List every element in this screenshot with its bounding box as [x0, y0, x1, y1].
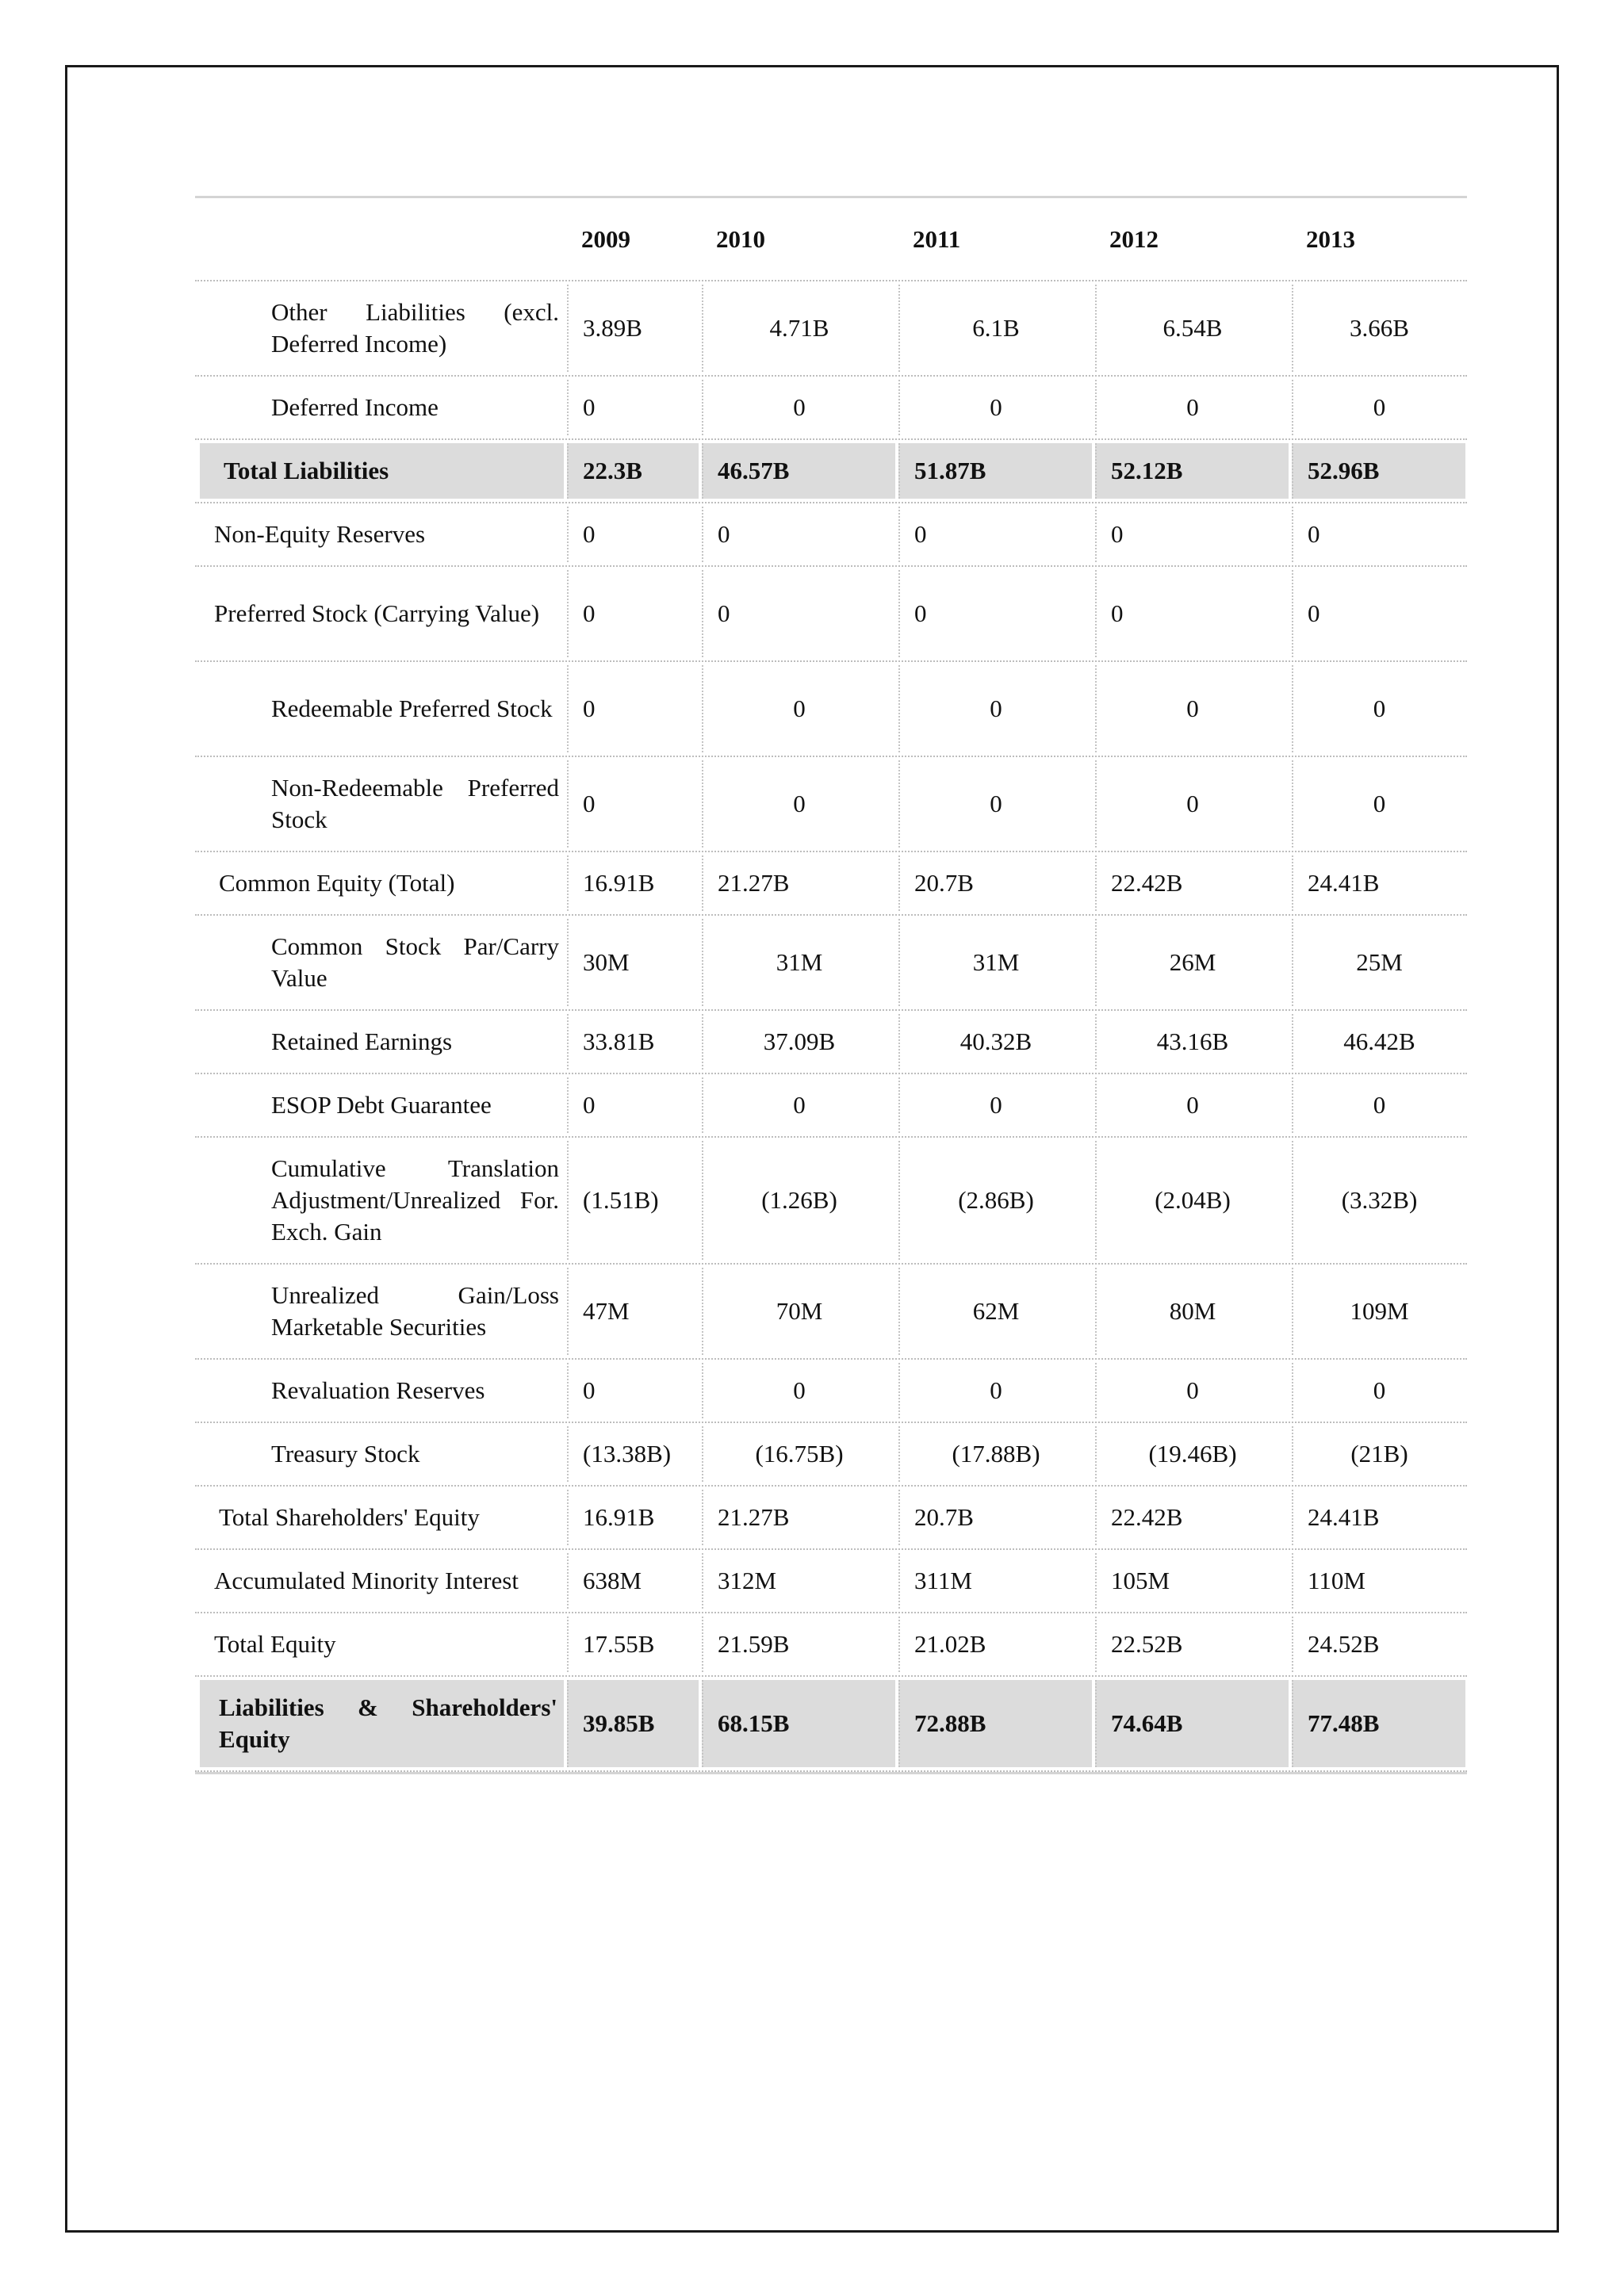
cell-value: 0: [898, 1077, 1092, 1133]
cell-value: (1.26B): [702, 1141, 895, 1260]
cell-value: 22.42B: [1095, 1490, 1289, 1545]
cell-value: 16.91B: [567, 855, 699, 911]
cell-value: (2.04B): [1095, 1141, 1289, 1260]
row-label: Common Stock Par/Carry Value: [271, 932, 559, 992]
cell-value: 17.55B: [567, 1617, 699, 1672]
cell-value: 0: [702, 507, 895, 562]
cell-value: 51.87B: [898, 443, 1092, 499]
row-label: Non-Redeemable Preferred Stock: [271, 774, 559, 833]
cell-value: 22.42B: [1095, 855, 1289, 911]
cell-value: 0: [1292, 1363, 1465, 1418]
table-row: [195, 757, 1467, 852]
cell-value: 0: [1292, 507, 1465, 562]
row-label: Cumulative Translation Adjustment/Unrealized For. Exch. Gain: [271, 1154, 559, 1246]
table-row: [195, 1550, 1467, 1613]
cell-value: 4.71B: [702, 285, 895, 372]
table-row: [195, 1138, 1467, 1265]
cell-value: 37.09B: [702, 1014, 895, 1070]
row-label: ESOP Debt Guarantee: [271, 1091, 492, 1119]
cell-value: 52.12B: [1095, 443, 1289, 499]
cell-value: 3.89B: [567, 285, 699, 372]
row-label: Total Liabilities: [200, 443, 564, 499]
row-label: Unrealized Gain/Loss Marketable Securities: [271, 1281, 559, 1341]
cell-value: 311M: [898, 1553, 1092, 1609]
table-row: [195, 1423, 1467, 1487]
cell-value: (19.46B): [1095, 1426, 1289, 1482]
row-label: Total Shareholders' Equity: [219, 1503, 480, 1531]
cell-value: 0: [567, 665, 699, 752]
header-year: 2013: [1306, 224, 1355, 253]
row-label: Accumulated Minority Interest: [214, 1567, 519, 1594]
cell-value: 43.16B: [1095, 1014, 1289, 1070]
table-row: [195, 662, 1467, 757]
cell-value: 0: [567, 507, 699, 562]
cell-value: 22.3B: [567, 443, 699, 499]
header-year: 2009: [581, 224, 630, 253]
row-label: Revaluation Reserves: [271, 1376, 485, 1404]
cell-value: 46.42B: [1292, 1014, 1465, 1070]
cell-value: 39.85B: [567, 1680, 699, 1767]
table-row: [195, 503, 1467, 567]
cell-value: 52.96B: [1292, 443, 1465, 499]
cell-value: 0: [1095, 380, 1289, 435]
cell-value: 0: [898, 570, 1092, 657]
cell-value: 30M: [567, 919, 699, 1006]
cell-value: 110M: [1292, 1553, 1465, 1609]
cell-value: 0: [898, 507, 1092, 562]
cell-value: 0: [702, 665, 895, 752]
cell-value: 0: [702, 570, 895, 657]
cell-value: 312M: [702, 1553, 895, 1609]
cell-value: 46.57B: [702, 443, 895, 499]
cell-value: 26M: [1095, 919, 1289, 1006]
cell-value: 0: [567, 1077, 699, 1133]
cell-value: 0: [1292, 380, 1465, 435]
row-label: Liabilities & Shareholders' Equity: [200, 1680, 564, 1767]
cell-value: 6.54B: [1095, 285, 1289, 372]
cell-value: (17.88B): [898, 1426, 1092, 1482]
row-label: Deferred Income: [271, 393, 439, 421]
cell-value: 0: [1095, 1363, 1289, 1418]
cell-value: 24.52B: [1292, 1617, 1465, 1672]
row-label: Total Equity: [214, 1630, 336, 1658]
cell-value: 0: [1095, 665, 1289, 752]
table-row: [195, 377, 1467, 440]
header-year: 2012: [1109, 224, 1159, 253]
cell-value: 33.81B: [567, 1014, 699, 1070]
cell-value: 22.52B: [1095, 1617, 1289, 1672]
cell-value: 0: [1095, 570, 1289, 657]
cell-value: 0: [1292, 1077, 1465, 1133]
cell-value: 40.32B: [898, 1014, 1092, 1070]
cell-value: 0: [1095, 1077, 1289, 1133]
cell-value: 21.27B: [702, 1490, 895, 1545]
cell-value: 638M: [567, 1553, 699, 1609]
row-label: Other Liabilities (excl. Deferred Income): [271, 298, 559, 358]
cell-value: 0: [1095, 760, 1289, 848]
cell-value: 6.1B: [898, 285, 1092, 372]
cell-value: (2.86B): [898, 1141, 1092, 1260]
cell-value: 24.41B: [1292, 1490, 1465, 1545]
balance-sheet-table: [195, 196, 1467, 1774]
table-row: [195, 1011, 1467, 1074]
cell-value: 74.64B: [1095, 1680, 1289, 1767]
cell-value: 21.02B: [898, 1617, 1092, 1672]
cell-value: 0: [1292, 570, 1465, 657]
cell-value: 20.7B: [898, 855, 1092, 911]
cell-value: 21.59B: [702, 1617, 895, 1672]
cell-value: 21.27B: [702, 855, 895, 911]
cell-value: 0: [567, 760, 699, 848]
cell-value: 25M: [1292, 919, 1465, 1006]
cell-value: 62M: [898, 1268, 1092, 1355]
cell-value: 0: [702, 1363, 895, 1418]
table-row: [195, 281, 1467, 377]
cell-value: 0: [702, 380, 895, 435]
row-label: Treasury Stock: [271, 1440, 420, 1468]
cell-value: 0: [1292, 665, 1465, 752]
cell-value: 0: [1095, 507, 1289, 562]
cell-value: 24.41B: [1292, 855, 1465, 911]
cell-value: 31M: [702, 919, 895, 1006]
table-row: [195, 916, 1467, 1011]
cell-value: 16.91B: [567, 1490, 699, 1545]
table-row: [195, 1613, 1467, 1677]
header-year: 2010: [716, 224, 765, 253]
table-row: [195, 1265, 1467, 1360]
table-row-liabilities-equity: [195, 1677, 1467, 1772]
cell-value: (21B): [1292, 1426, 1465, 1482]
table-row: [195, 567, 1467, 662]
table-row: [195, 852, 1467, 916]
cell-value: 109M: [1292, 1268, 1465, 1355]
cell-value: 0: [898, 760, 1092, 848]
cell-value: (3.32B): [1292, 1141, 1465, 1260]
cell-value: 0: [567, 380, 699, 435]
table-header-row: [195, 198, 1467, 281]
cell-value: 105M: [1095, 1553, 1289, 1609]
cell-value: 0: [567, 570, 699, 657]
cell-value: 0: [898, 380, 1092, 435]
cell-value: 77.48B: [1292, 1680, 1465, 1767]
cell-value: (13.38B): [567, 1426, 699, 1482]
cell-value: 0: [702, 1077, 895, 1133]
header-year: 2011: [913, 224, 961, 253]
cell-value: 0: [567, 1363, 699, 1418]
cell-value: 0: [702, 760, 895, 848]
cell-value: 47M: [567, 1268, 699, 1355]
cell-value: 0: [1292, 760, 1465, 848]
cell-value: (1.51B): [567, 1141, 699, 1260]
table-row: [195, 1487, 1467, 1550]
table-row-total-liabilities: [195, 440, 1467, 503]
cell-value: 31M: [898, 919, 1092, 1006]
cell-value: (16.75B): [702, 1426, 895, 1482]
table-row: [195, 1074, 1467, 1138]
row-label: Preferred Stock (Carrying Value): [214, 599, 540, 627]
cell-value: 72.88B: [898, 1680, 1092, 1767]
row-label: Common Equity (Total): [219, 869, 455, 897]
cell-value: 68.15B: [702, 1680, 895, 1767]
row-label: Non-Equity Reserves: [214, 520, 426, 548]
row-label: Redeemable Preferred Stock: [271, 695, 553, 722]
table-row: [195, 1360, 1467, 1423]
cell-value: 80M: [1095, 1268, 1289, 1355]
cell-value: 3.66B: [1292, 285, 1465, 372]
cell-value: 20.7B: [898, 1490, 1092, 1545]
cell-value: 0: [898, 665, 1092, 752]
row-label: Retained Earnings: [271, 1027, 453, 1055]
cell-value: 70M: [702, 1268, 895, 1355]
cell-value: 0: [898, 1363, 1092, 1418]
